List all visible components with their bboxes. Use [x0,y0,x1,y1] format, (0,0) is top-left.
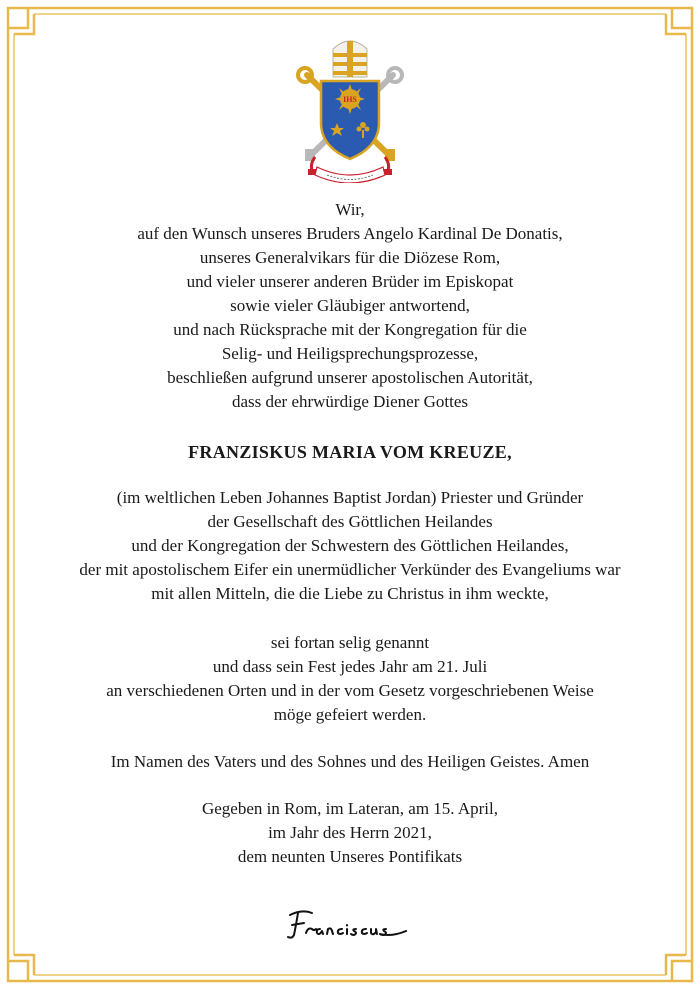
intro-line: Wir, [335,200,365,219]
description-line: der Gesellschaft des Göttlichen Heilandes [207,512,493,531]
decree-paragraph [20,631,680,727]
decree-line: an verschiedenen Orten und in der vom Gesetz vorgeschriebenen Weise [106,681,594,700]
decree-line: und dass sein Fest jedes Jahr am 21. Juli [212,657,488,676]
dating-paragraph [20,797,680,869]
intro-line: auf den Wunsch unseres Bruders Angelo Kardinal De Donatis, [137,224,563,243]
invocation [20,750,680,774]
svg-text:IHS: IHS [343,95,357,104]
decree-line: sei fortan selig genannt [270,633,430,652]
intro-paragraph [20,198,680,414]
description-line: der mit apostolischem Eifer ein unermüdlicher Verkünder des Evangeliums war [79,560,621,579]
intro-line: Selig- und Heiligsprechungsprozesse, [221,344,479,363]
handwritten-signature-icon [282,905,422,945]
intro-line: und vieler unserer anderen Brüder im Episkopat [186,272,514,291]
dating-line: dem neunten Unseres Pontifikats [237,847,463,866]
intro-line: sowie vieler Gläubiger antwortend, [230,296,470,315]
dating-line: im Jahr des Herrn 2021, [268,823,432,842]
intro-line: und nach Rücksprache mit der Kongregation für die [173,320,527,339]
intro-line: unseres Generalvikars für die Diözese Rom, [199,248,501,267]
intro-line: beschließen aufgrund unserer apostolischen Autorität, [167,368,533,387]
invocation-line: Im Namen des Vaters und des Sohnes und des Heiligen Geistes. Amen [110,752,590,771]
description-line: (im weltlichen Leben Johannes Baptist Jordan) Priester und Gründer [116,488,584,507]
decree-line: möge gefeiert werden. [273,705,427,724]
decree-text [20,198,680,869]
dating-line: Gegeben in Rom, im Lateran, am 15. April, [201,799,498,818]
description-line: mit allen Mitteln, die die Liebe zu Christus in ihm weckte, [151,584,549,603]
description-line: und der Kongregation der Schwestern des Göttlichen Heilandes, [131,536,569,555]
papal-coat-of-arms-icon [293,35,407,183]
description-paragraph [20,486,680,606]
beatified-name: FRANZISKUS MARIA VOM KREUZE, [188,442,512,462]
intro-line: dass der ehrwürdige Diener Gottes [231,392,469,411]
